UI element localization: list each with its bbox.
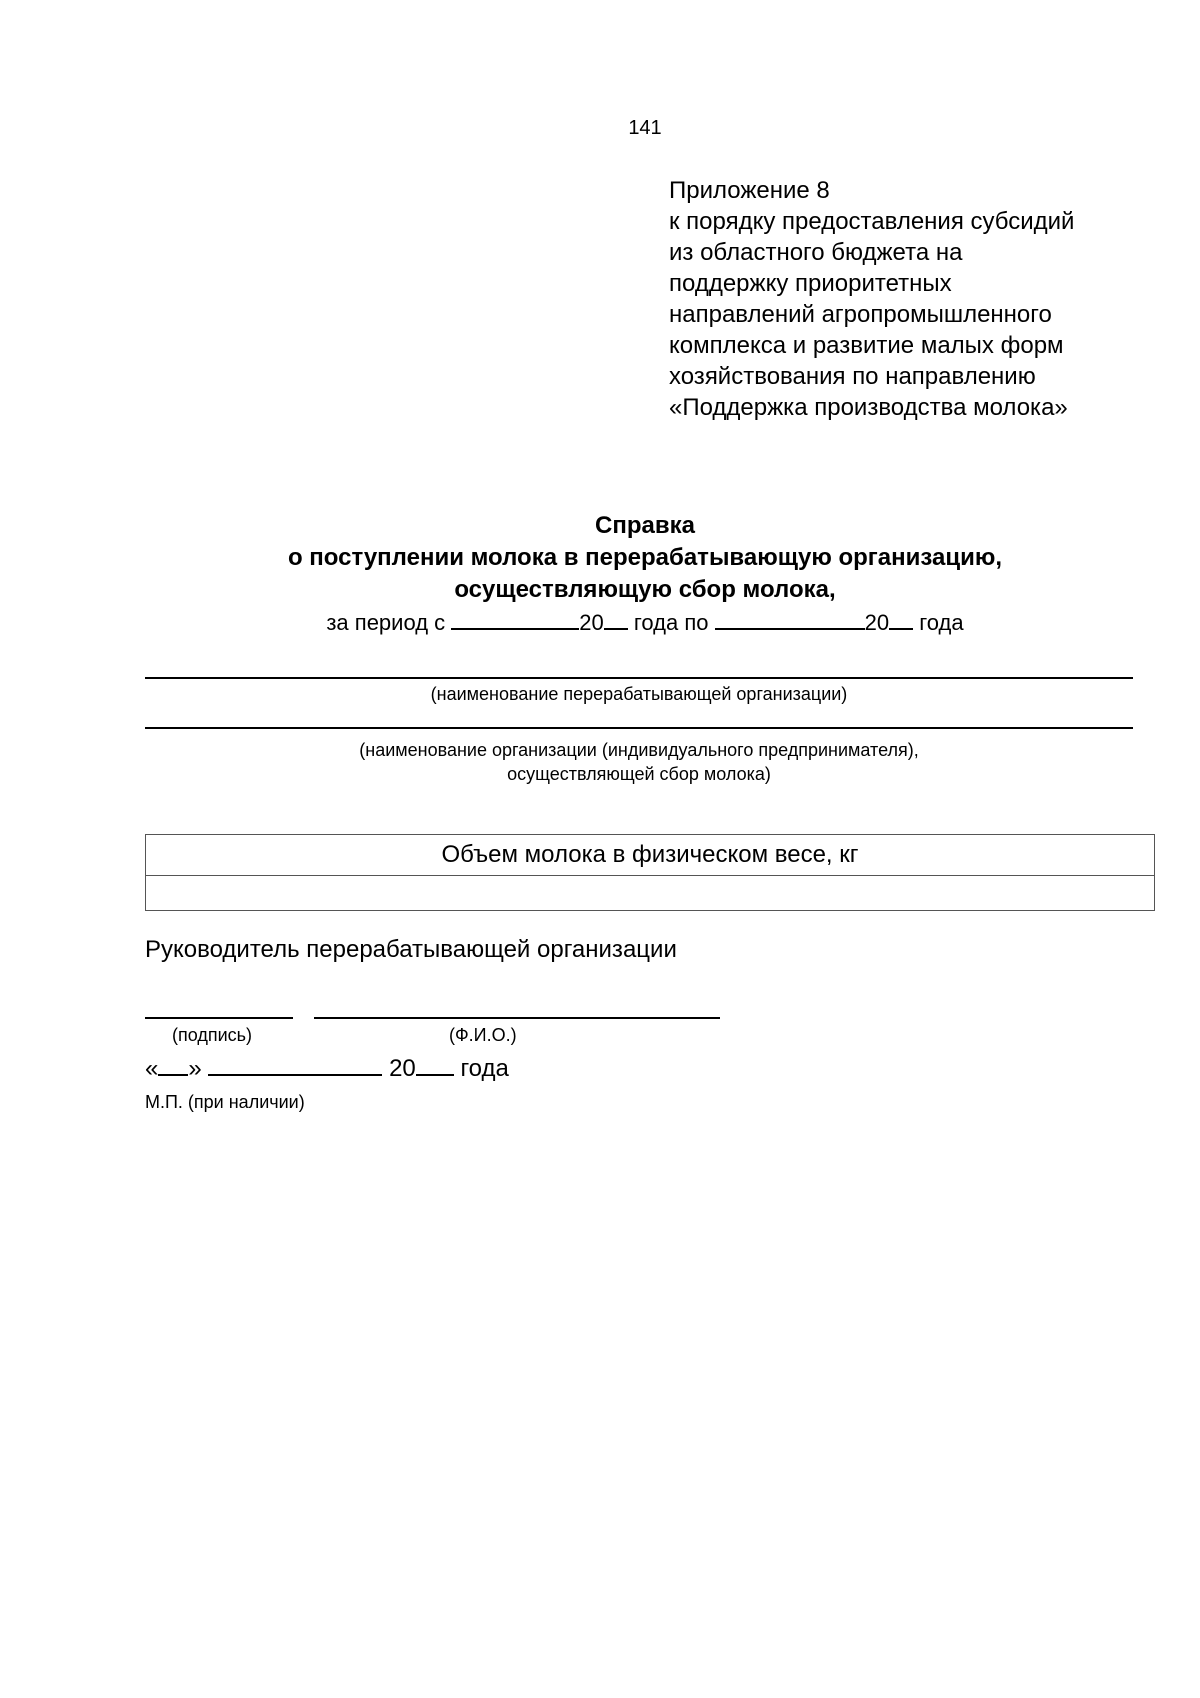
period-prefix: за период с xyxy=(326,610,446,635)
milk-volume-table xyxy=(145,834,1155,911)
processing-org-field-line[interactable] xyxy=(145,677,1133,679)
page-number: 141 xyxy=(628,117,662,139)
quote-open: « xyxy=(145,1055,159,1082)
appendix-line: хозяйствования по направлению xyxy=(669,363,1036,390)
collector-caption-line-2: осуществляющей сбор молока) xyxy=(507,764,771,784)
appendix-line: комплекса и развитие малых форм xyxy=(669,332,1064,359)
appendix-line: к порядку предоставления субсидий xyxy=(669,208,1075,235)
month-blank[interactable] xyxy=(208,1052,382,1076)
year-blank[interactable] xyxy=(416,1052,454,1076)
collector-org-field-line[interactable] xyxy=(145,727,1133,729)
stamp-label: М.П. (при наличии) xyxy=(145,1092,305,1112)
full-name-field-line[interactable] xyxy=(314,1017,720,1019)
milk-volume-header: Объем молока в физическом весе, кг xyxy=(146,835,1155,876)
full-name-caption: (Ф.И.О.) xyxy=(449,1025,517,1045)
period-year-2: 20 xyxy=(864,610,890,635)
period-middle: года по xyxy=(633,610,709,635)
day-blank[interactable] xyxy=(158,1052,188,1076)
head-of-organization-label: Руководитель перерабатывающей организации xyxy=(145,936,677,963)
year-prefix: 20 xyxy=(389,1055,416,1082)
title-line-3: осуществляющую сбор молока, xyxy=(454,576,836,603)
appendix-line: из областного бюджета на xyxy=(669,239,963,266)
appendix-line: направлений агропромышленного xyxy=(669,301,1052,328)
appendix-line: «Поддержка производства молока» xyxy=(669,394,1068,421)
appendix-line: поддержку приоритетных xyxy=(669,270,952,297)
appendix-block xyxy=(669,175,1074,423)
collector-caption-line-1: (наименование организации (индивидуального предпринимателя), xyxy=(359,740,919,760)
period-to-blank[interactable] xyxy=(715,606,865,630)
period-year-1-blank[interactable] xyxy=(604,606,628,630)
period-year-1: 20 xyxy=(579,610,604,635)
date-line xyxy=(145,1052,509,1084)
title-line-2: о поступлении молока в перерабатывающую организацию, xyxy=(287,544,1003,571)
collector-org-caption xyxy=(145,738,1133,786)
document-title xyxy=(0,510,1200,638)
title-line-1: Справка xyxy=(595,512,695,539)
year-suffix: года xyxy=(460,1055,509,1082)
processing-org-caption: (наименование перерабатывающей организации) xyxy=(430,684,848,704)
appendix-line: Приложение 8 xyxy=(669,177,830,204)
signature-field-line[interactable] xyxy=(145,1017,293,1019)
quote-close: » xyxy=(188,1055,202,1082)
milk-volume-value-cell[interactable] xyxy=(146,876,1155,911)
period-year-2-blank[interactable] xyxy=(889,606,913,630)
signature-caption: (подпись) xyxy=(172,1025,253,1045)
period-from-blank[interactable] xyxy=(451,606,579,630)
period-line xyxy=(0,606,1200,638)
period-suffix: года xyxy=(919,610,964,635)
